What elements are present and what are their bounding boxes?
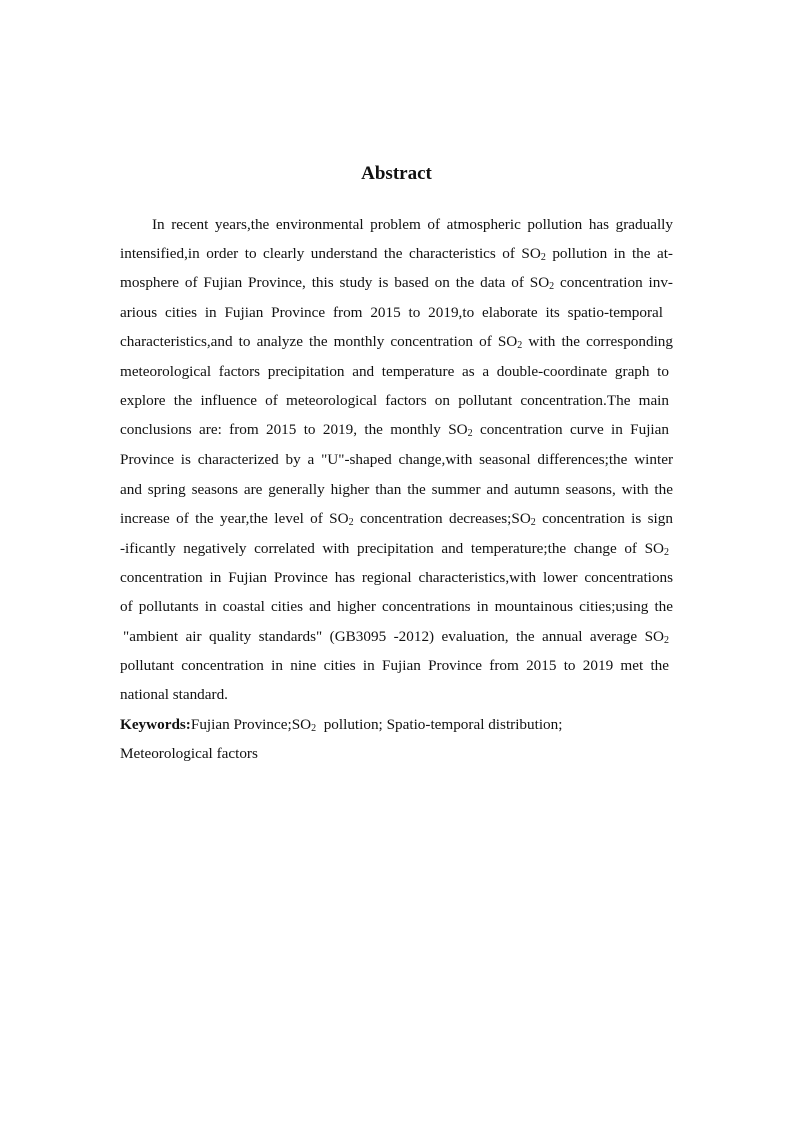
- abstract-title: Abstract: [361, 163, 432, 184]
- abstract-line: characteristics,and to analyze the monthly concentration of $SO_2$ with the corresponding: [120, 333, 673, 351]
- abstract-line: explore the influence of meteorological factors on pollutant concentration.The main: [120, 392, 669, 409]
- abstract-line: conclusions are: from 2015 to 2019, the monthly $SO_2$ concentration curve in Fujian: [120, 421, 669, 439]
- abstract-line: In recent years,the environmental problem of atmospheric pollution has gradually: [152, 216, 673, 233]
- abstract-line: intensified,in order to clearly understand the characteristics of $SO_2$ pollution in the at-: [120, 245, 673, 263]
- abstract-line: -ificantly negatively correlated with precipitation and temperature;the change of $SO_2$: [120, 540, 669, 558]
- abstract-line: national standard.: [120, 686, 228, 703]
- abstract-line: Province is characterized by a "U"-shaped change,with seasonal differences;the winter: [120, 451, 673, 468]
- abstract-line: and spring seasons are generally higher than the summer and autumn seasons, with the: [120, 481, 673, 498]
- abstract-line: meteorological factors precipitation and temperature as a double-coordinate graph to: [120, 363, 669, 380]
- abstract-line: pollutant concentration in nine cities in Fujian Province from 2015 to 2019 met the: [120, 657, 669, 674]
- keywords-line: Keywords:Fujian $Province;SO_2$ pollution; Spatio-temporal distribution;: [120, 716, 563, 734]
- keywords-label: Keywords:: [120, 716, 191, 733]
- abstract-line: arious cities in Fujian Province from 2015 to 2019,to elaborate its spatio-temporal: [120, 304, 663, 321]
- abstract-line: mosphere of Fujian Province, this study is based on the data of $SO_2$ concentration inv-: [120, 274, 673, 292]
- abstract-line: concentration in Fujian Province has regional characteristics,with lower concentrations: [120, 569, 673, 586]
- keywords-line: Meteorological factors: [120, 745, 258, 762]
- abstract-line: increase of the year,the level of $SO_2$ concentration $decreases;SO_2$ concentration is sign: [120, 510, 673, 528]
- abstract-line: of pollutants in coastal cities and higher concentrations in mountainous cities;using the: [120, 598, 673, 615]
- abstract-line: "ambient air quality standards" (GB3095 -2012) evaluation, the annual average $SO_2$: [123, 628, 669, 646]
